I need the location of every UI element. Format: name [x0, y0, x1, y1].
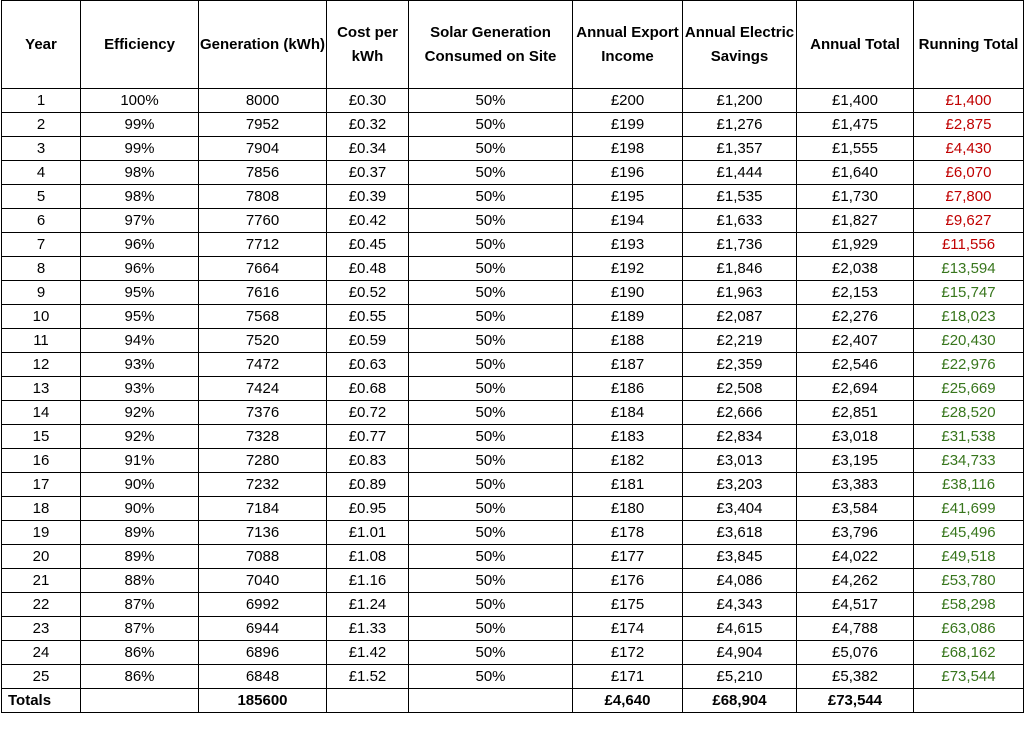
- cell-running-total: £38,116: [914, 473, 1024, 497]
- cell-annual-total: £2,546: [797, 353, 914, 377]
- cell-savings: £3,013: [683, 449, 797, 473]
- cell-savings: £2,666: [683, 401, 797, 425]
- cell-export: £176: [573, 569, 683, 593]
- totals-row: [2, 689, 1024, 713]
- cell-annual-total: £1,929: [797, 233, 914, 257]
- table-row: [2, 281, 1024, 305]
- cell-cost: £1.08: [327, 545, 409, 569]
- cell-savings: £2,359: [683, 353, 797, 377]
- cell-running-total: £28,520: [914, 401, 1024, 425]
- cell-year: 19: [2, 521, 81, 545]
- cell-running-total: £45,496: [914, 521, 1024, 545]
- cell-export: £171: [573, 665, 683, 689]
- cell-year: 5: [2, 185, 81, 209]
- cell-export: £187: [573, 353, 683, 377]
- cell-savings: £3,618: [683, 521, 797, 545]
- cell-export: £198: [573, 137, 683, 161]
- totals-efficiency: [81, 689, 199, 713]
- cell-consumed: 50%: [409, 641, 573, 665]
- cell-efficiency: 97%: [81, 209, 199, 233]
- cell-savings: £1,444: [683, 161, 797, 185]
- cell-cost: £0.32: [327, 113, 409, 137]
- cell-cost: £0.83: [327, 449, 409, 473]
- cell-savings: £1,276: [683, 113, 797, 137]
- cell-generation: 7856: [199, 161, 327, 185]
- cell-efficiency: 89%: [81, 521, 199, 545]
- cell-savings: £2,508: [683, 377, 797, 401]
- cell-running-total: £73,544: [914, 665, 1024, 689]
- cell-savings: £2,219: [683, 329, 797, 353]
- cell-annual-total: £1,730: [797, 185, 914, 209]
- cell-annual-total: £3,584: [797, 497, 914, 521]
- cell-generation: 8000: [199, 89, 327, 113]
- table-row: [2, 569, 1024, 593]
- cell-running-total: £20,430: [914, 329, 1024, 353]
- cell-annual-total: £4,262: [797, 569, 914, 593]
- header-generation: Generation (kWh): [199, 1, 327, 89]
- cell-year: 16: [2, 449, 81, 473]
- cell-annual-total: £3,383: [797, 473, 914, 497]
- cell-running-total: £13,594: [914, 257, 1024, 281]
- cell-consumed: 50%: [409, 449, 573, 473]
- cell-export: £175: [573, 593, 683, 617]
- cell-generation: 7472: [199, 353, 327, 377]
- cell-year: 10: [2, 305, 81, 329]
- totals-generation: 185600: [199, 689, 327, 713]
- cell-cost: £0.95: [327, 497, 409, 521]
- cell-running-total: £4,430: [914, 137, 1024, 161]
- cell-savings: £3,404: [683, 497, 797, 521]
- cell-cost: £0.39: [327, 185, 409, 209]
- cell-savings: £3,203: [683, 473, 797, 497]
- cell-year: 9: [2, 281, 81, 305]
- cell-running-total: £34,733: [914, 449, 1024, 473]
- cell-cost: £1.42: [327, 641, 409, 665]
- cell-cost: £0.48: [327, 257, 409, 281]
- cell-annual-total: £2,153: [797, 281, 914, 305]
- cell-efficiency: 99%: [81, 113, 199, 137]
- cell-consumed: 50%: [409, 305, 573, 329]
- cell-consumed: 50%: [409, 209, 573, 233]
- cell-annual-total: £1,555: [797, 137, 914, 161]
- table-row: [2, 617, 1024, 641]
- cell-export: £183: [573, 425, 683, 449]
- table-row: [2, 473, 1024, 497]
- cell-year: 3: [2, 137, 81, 161]
- cell-generation: 7424: [199, 377, 327, 401]
- cell-consumed: 50%: [409, 425, 573, 449]
- cell-savings: £5,210: [683, 665, 797, 689]
- cell-running-total: £49,518: [914, 545, 1024, 569]
- cell-generation: 6896: [199, 641, 327, 665]
- cell-cost: £0.45: [327, 233, 409, 257]
- cell-export: £180: [573, 497, 683, 521]
- cell-export: £188: [573, 329, 683, 353]
- table-row: [2, 137, 1024, 161]
- cell-annual-total: £2,038: [797, 257, 914, 281]
- cell-savings: £1,535: [683, 185, 797, 209]
- cell-year: 17: [2, 473, 81, 497]
- cell-cost: £1.16: [327, 569, 409, 593]
- cell-year: 6: [2, 209, 81, 233]
- cell-year: 12: [2, 353, 81, 377]
- cell-cost: £1.52: [327, 665, 409, 689]
- cell-export: £184: [573, 401, 683, 425]
- cell-running-total: £31,538: [914, 425, 1024, 449]
- cell-running-total: £11,556: [914, 233, 1024, 257]
- cell-consumed: 50%: [409, 161, 573, 185]
- cell-consumed: 50%: [409, 353, 573, 377]
- cell-running-total: £63,086: [914, 617, 1024, 641]
- totals-annual-total: £73,544: [797, 689, 914, 713]
- table-body: [2, 89, 1024, 689]
- cell-efficiency: 100%: [81, 89, 199, 113]
- cell-consumed: 50%: [409, 569, 573, 593]
- cell-savings: £1,846: [683, 257, 797, 281]
- cell-consumed: 50%: [409, 233, 573, 257]
- table-footer: [2, 689, 1024, 713]
- cell-year: 21: [2, 569, 81, 593]
- cell-consumed: 50%: [409, 401, 573, 425]
- cell-generation: 7664: [199, 257, 327, 281]
- cell-generation: 7280: [199, 449, 327, 473]
- cell-generation: 7088: [199, 545, 327, 569]
- cell-efficiency: 87%: [81, 593, 199, 617]
- cell-export: £178: [573, 521, 683, 545]
- totals-cost: [327, 689, 409, 713]
- cell-year: 15: [2, 425, 81, 449]
- header-cost: Cost per kWh: [327, 1, 409, 89]
- solar-savings-table: [1, 0, 1024, 713]
- cell-cost: £1.01: [327, 521, 409, 545]
- cell-consumed: 50%: [409, 329, 573, 353]
- cell-efficiency: 93%: [81, 377, 199, 401]
- cell-efficiency: 89%: [81, 545, 199, 569]
- cell-generation: 6992: [199, 593, 327, 617]
- cell-running-total: £7,800: [914, 185, 1024, 209]
- cell-generation: 7520: [199, 329, 327, 353]
- cell-running-total: £41,699: [914, 497, 1024, 521]
- cell-generation: 7568: [199, 305, 327, 329]
- cell-consumed: 50%: [409, 281, 573, 305]
- cell-consumed: 50%: [409, 137, 573, 161]
- table-row: [2, 401, 1024, 425]
- cell-cost: £0.59: [327, 329, 409, 353]
- cell-efficiency: 90%: [81, 497, 199, 521]
- cell-annual-total: £1,640: [797, 161, 914, 185]
- table-row: [2, 329, 1024, 353]
- cell-savings: £1,633: [683, 209, 797, 233]
- cell-consumed: 50%: [409, 257, 573, 281]
- cell-consumed: 50%: [409, 473, 573, 497]
- cell-running-total: £6,070: [914, 161, 1024, 185]
- cell-export: £194: [573, 209, 683, 233]
- cell-efficiency: 86%: [81, 665, 199, 689]
- cell-annual-total: £5,076: [797, 641, 914, 665]
- cell-consumed: 50%: [409, 497, 573, 521]
- cell-consumed: 50%: [409, 113, 573, 137]
- cell-savings: £4,086: [683, 569, 797, 593]
- cell-generation: 7808: [199, 185, 327, 209]
- totals-savings: £68,904: [683, 689, 797, 713]
- cell-running-total: £2,875: [914, 113, 1024, 137]
- cell-efficiency: 96%: [81, 233, 199, 257]
- cell-efficiency: 90%: [81, 473, 199, 497]
- table-row: [2, 305, 1024, 329]
- cell-export: £186: [573, 377, 683, 401]
- cell-annual-total: £4,788: [797, 617, 914, 641]
- cell-annual-total: £2,407: [797, 329, 914, 353]
- cell-running-total: £18,023: [914, 305, 1024, 329]
- cell-annual-total: £1,400: [797, 89, 914, 113]
- cell-generation: 7616: [199, 281, 327, 305]
- table-row: [2, 641, 1024, 665]
- cell-year: 20: [2, 545, 81, 569]
- cell-export: £200: [573, 89, 683, 113]
- cell-running-total: £25,669: [914, 377, 1024, 401]
- cell-year: 18: [2, 497, 81, 521]
- cell-export: £196: [573, 161, 683, 185]
- cell-year: 2: [2, 113, 81, 137]
- cell-annual-total: £4,022: [797, 545, 914, 569]
- cell-efficiency: 94%: [81, 329, 199, 353]
- cell-efficiency: 86%: [81, 641, 199, 665]
- cell-consumed: 50%: [409, 89, 573, 113]
- cell-year: 7: [2, 233, 81, 257]
- cell-cost: £0.89: [327, 473, 409, 497]
- cell-export: £199: [573, 113, 683, 137]
- cell-consumed: 50%: [409, 377, 573, 401]
- cell-generation: 7760: [199, 209, 327, 233]
- cell-cost: £0.72: [327, 401, 409, 425]
- cell-export: £174: [573, 617, 683, 641]
- cell-annual-total: £1,827: [797, 209, 914, 233]
- cell-cost: £0.55: [327, 305, 409, 329]
- cell-savings: £1,357: [683, 137, 797, 161]
- table-header: [2, 1, 1024, 89]
- header-export: Annual Export Income: [573, 1, 683, 89]
- cell-cost: £0.63: [327, 353, 409, 377]
- cell-generation: 7376: [199, 401, 327, 425]
- cell-annual-total: £1,475: [797, 113, 914, 137]
- cell-export: £189: [573, 305, 683, 329]
- table-row: [2, 161, 1024, 185]
- cell-consumed: 50%: [409, 185, 573, 209]
- cell-cost: £0.68: [327, 377, 409, 401]
- table-row: [2, 497, 1024, 521]
- cell-efficiency: 98%: [81, 161, 199, 185]
- cell-consumed: 50%: [409, 545, 573, 569]
- cell-export: £172: [573, 641, 683, 665]
- cell-running-total: £22,976: [914, 353, 1024, 377]
- cell-savings: £4,904: [683, 641, 797, 665]
- cell-consumed: 50%: [409, 521, 573, 545]
- cell-generation: 7952: [199, 113, 327, 137]
- cell-annual-total: £2,694: [797, 377, 914, 401]
- cell-annual-total: £2,276: [797, 305, 914, 329]
- cell-generation: 7136: [199, 521, 327, 545]
- cell-running-total: £15,747: [914, 281, 1024, 305]
- table-row: [2, 521, 1024, 545]
- cell-cost: £1.24: [327, 593, 409, 617]
- cell-annual-total: £3,195: [797, 449, 914, 473]
- cell-generation: 7328: [199, 425, 327, 449]
- cell-export: £182: [573, 449, 683, 473]
- table-row: [2, 377, 1024, 401]
- cell-year: 4: [2, 161, 81, 185]
- table-row: [2, 449, 1024, 473]
- cell-efficiency: 93%: [81, 353, 199, 377]
- cell-annual-total: £5,382: [797, 665, 914, 689]
- table-row: [2, 113, 1024, 137]
- cell-generation: 7232: [199, 473, 327, 497]
- cell-year: 22: [2, 593, 81, 617]
- table-row: [2, 545, 1024, 569]
- cell-savings: £4,615: [683, 617, 797, 641]
- cell-running-total: £58,298: [914, 593, 1024, 617]
- cell-export: £193: [573, 233, 683, 257]
- cell-year: 25: [2, 665, 81, 689]
- cell-annual-total: £2,851: [797, 401, 914, 425]
- cell-efficiency: 99%: [81, 137, 199, 161]
- cell-efficiency: 98%: [81, 185, 199, 209]
- cell-efficiency: 91%: [81, 449, 199, 473]
- cell-generation: 7184: [199, 497, 327, 521]
- cell-running-total: £9,627: [914, 209, 1024, 233]
- cell-export: £190: [573, 281, 683, 305]
- cell-year: 11: [2, 329, 81, 353]
- header-annual-total: Annual Total: [797, 1, 914, 89]
- table-row: [2, 209, 1024, 233]
- cell-savings: £1,736: [683, 233, 797, 257]
- cell-cost: £0.37: [327, 161, 409, 185]
- cell-year: 13: [2, 377, 81, 401]
- cell-running-total: £1,400: [914, 89, 1024, 113]
- table-row: [2, 665, 1024, 689]
- cell-year: 1: [2, 89, 81, 113]
- cell-consumed: 50%: [409, 617, 573, 641]
- totals-consumed: [409, 689, 573, 713]
- cell-savings: £3,845: [683, 545, 797, 569]
- table-row: [2, 233, 1024, 257]
- cell-export: £177: [573, 545, 683, 569]
- totals-label: Totals: [2, 689, 81, 713]
- cell-generation: 7040: [199, 569, 327, 593]
- cell-generation: 7712: [199, 233, 327, 257]
- cell-cost: £0.77: [327, 425, 409, 449]
- header-year: Year: [2, 1, 81, 89]
- header-consumed: Solar Generation Consumed on Site: [409, 1, 573, 89]
- cell-savings: £1,200: [683, 89, 797, 113]
- cell-generation: 6848: [199, 665, 327, 689]
- cell-cost: £0.34: [327, 137, 409, 161]
- cell-year: 23: [2, 617, 81, 641]
- cell-running-total: £68,162: [914, 641, 1024, 665]
- cell-efficiency: 88%: [81, 569, 199, 593]
- cell-efficiency: 87%: [81, 617, 199, 641]
- cell-year: 8: [2, 257, 81, 281]
- cell-efficiency: 95%: [81, 305, 199, 329]
- cell-efficiency: 92%: [81, 401, 199, 425]
- cell-cost: £0.42: [327, 209, 409, 233]
- cell-efficiency: 96%: [81, 257, 199, 281]
- table-row: [2, 185, 1024, 209]
- cell-efficiency: 95%: [81, 281, 199, 305]
- cell-consumed: 50%: [409, 665, 573, 689]
- header-efficiency: Efficiency: [81, 1, 199, 89]
- table-row: [2, 257, 1024, 281]
- cell-savings: £2,087: [683, 305, 797, 329]
- table-row: [2, 89, 1024, 113]
- cell-generation: 7904: [199, 137, 327, 161]
- cell-generation: 6944: [199, 617, 327, 641]
- header-running-total: Running Total: [914, 1, 1024, 89]
- cell-cost: £1.33: [327, 617, 409, 641]
- cell-annual-total: £3,796: [797, 521, 914, 545]
- table-row: [2, 593, 1024, 617]
- cell-export: £181: [573, 473, 683, 497]
- cell-export: £195: [573, 185, 683, 209]
- cell-year: 14: [2, 401, 81, 425]
- cell-annual-total: £4,517: [797, 593, 914, 617]
- cell-year: 24: [2, 641, 81, 665]
- cell-annual-total: £3,018: [797, 425, 914, 449]
- cell-efficiency: 92%: [81, 425, 199, 449]
- cell-cost: £0.30: [327, 89, 409, 113]
- cell-savings: £1,963: [683, 281, 797, 305]
- cell-running-total: £53,780: [914, 569, 1024, 593]
- cell-savings: £4,343: [683, 593, 797, 617]
- totals-export: £4,640: [573, 689, 683, 713]
- cell-consumed: 50%: [409, 593, 573, 617]
- totals-running-total: [914, 689, 1024, 713]
- table-row: [2, 353, 1024, 377]
- cell-savings: £2,834: [683, 425, 797, 449]
- table-row: [2, 425, 1024, 449]
- cell-export: £192: [573, 257, 683, 281]
- header-savings: Annual Electric Savings: [683, 1, 797, 89]
- cell-cost: £0.52: [327, 281, 409, 305]
